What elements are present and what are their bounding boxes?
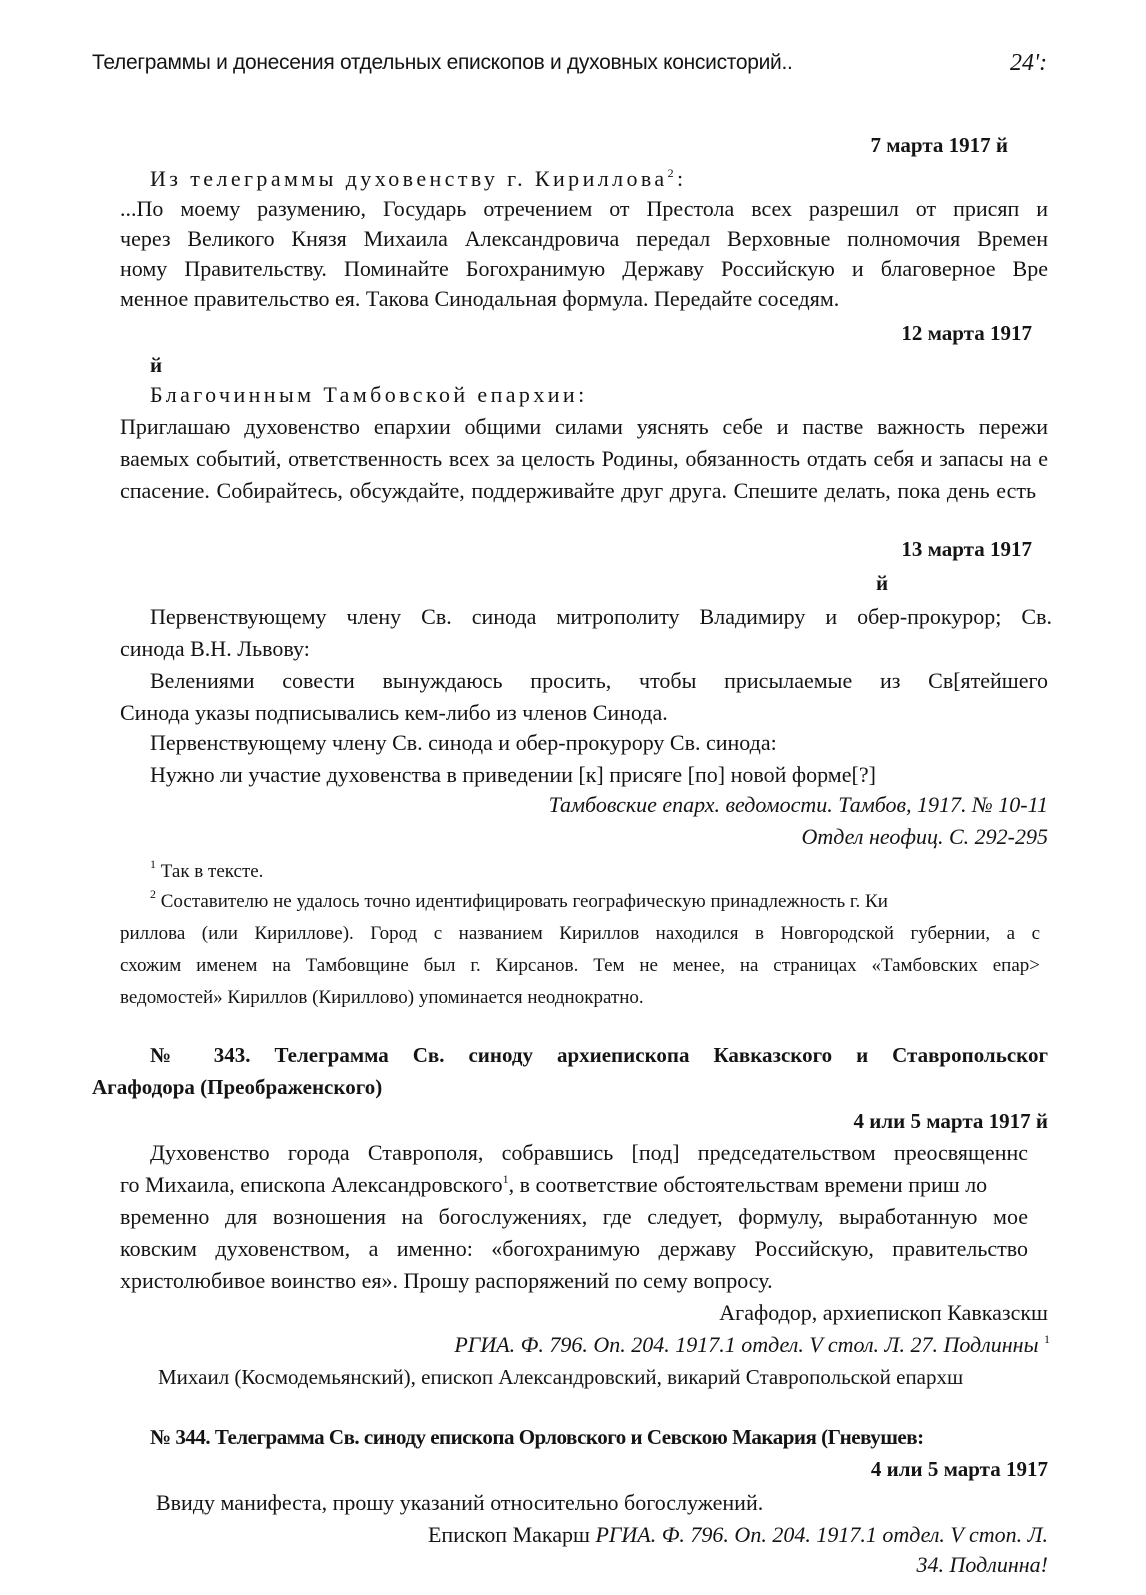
page-number: 24': [1010, 50, 1048, 76]
doc-343-date: 4 или 5 марта 1917 й [853, 1109, 1048, 1133]
date-line-2: 12 марта 1917 [901, 321, 1032, 345]
doc-344-source-cont: 34. Подлинна! [916, 1552, 1048, 1577]
date-line-3: 13 марта 1917 [901, 537, 1032, 561]
doc-343-body-line: го Михаила, епископа Александровского$^1$, в соответствие обстоятельствам времени приш ло [120, 1172, 988, 1197]
footnote-2-line: $^2$ Составителю не удалось точно идентифицировать географическую принадлежность г. Ки [150, 887, 888, 912]
doc-344-signature-source: Епископ Макарш РГИА. Ф. 796. Оп. 204. 1917.1 отдел. V стоп. Л. [427, 1522, 1048, 1547]
body-1-line: ...По моему разумению, Государь отречением от Престола всех разрешил от присяп и [120, 196, 1048, 221]
doc-344-title: № 344. Телеграмма Св. синоду епископа Орловского и Севскою Макария (Гневушев: [150, 1425, 924, 1449]
doc-343-signature: Агафодор, архиепископ Кавказскш [719, 1300, 1048, 1325]
footnote-2-line: схожим именем на Тамбовщине был г. Кирсанов. Тем не менее, на страницах «Тамбовских епар> [120, 955, 1040, 976]
running-header-title: Телеграммы и донесения отдельных епископов и духовных консисторий.. [92, 51, 793, 74]
doc-343-title-line: № 343. Телеграмма Св. синоду архиепископа Кавказского и Ставропольског [150, 1043, 1048, 1067]
body-3-line: Синода указы подписывались кем-либо из членов Синода. [120, 700, 668, 725]
body-2-line: Приглашаю духовенство епархии общими силами уяснять себе и пастве важность пережи [120, 414, 1048, 439]
address-3-line: Первенствующему члену Св. синода митрополиту Владимиру и обер-прокурор; Св. [150, 604, 1052, 629]
body-3-line: Велениями совести вынуждаюсь просить, чтобы присылаемые из Св[ятейшего [150, 668, 1048, 693]
source-citation-line: Тамбовские епарх. ведомости. Тамбов, 1917. № 10-11 [548, 792, 1048, 817]
body-1-line: менное правительство ея. Такова Синодальная формула. Передайте соседям. [120, 286, 840, 311]
footnote-2-line: ведомостей» Кириллов (Кириллово) упоминается неоднократно. [120, 987, 644, 1008]
address-3-line: синода В.Н. Львову: [120, 636, 310, 661]
address-1: Из телеграммы духовенству г. Кириллова$^2$: [150, 166, 687, 191]
doc-343-source: РГИА. Ф. 796. Оп. 204. 1917.1 отдел. V стол. Л. 27. Подлинны $^1$ [454, 1332, 1050, 1357]
body-2-line: спасение. Собирайтесь, обсуждайте, поддерживайте друг друга. Спешите делать, пока день есть [120, 478, 1036, 503]
doc-343-footnote: Михаил (Космодемьянский), епископ Александровский, викарий Ставропольской епархш [158, 1365, 964, 1389]
body-1-line: через Великого Князя Михаила Александровича передал Верховные полномочия Времен [120, 226, 1048, 251]
doc-343-body-line: ковским духовенством, а именно: «богохранимую державу Российскую, правительство [120, 1236, 1028, 1261]
body-4: Нужно ли участие духовенства в приведении [к] присяге [по] новой форме[?] [150, 762, 876, 787]
doc-344-date: 4 или 5 марта 1917 [870, 1457, 1048, 1481]
doc-343-body-line: христолюбивое воинство ея». Прошу распоряжений по сему вопросу. [120, 1268, 773, 1293]
address-4: Первенствующему члену Св. синода и обер-прокурору Св. синода: [150, 730, 777, 755]
doc-343-body-line: временно для вознoшения на богослужениях, где следует, формулу, выработанную мое [120, 1204, 1028, 1229]
date-line-3-tail: й [876, 571, 889, 595]
body-2-line: ваемых событий, ответственность всех за целость Родины, обязанность отдать себя и запасы на е [120, 446, 1048, 471]
date-line-1: 7 марта 1917 й [870, 133, 1008, 157]
footnote-1: $^1$ Так в тексте. [150, 857, 264, 882]
footnote-2-line: риллова (или Кириллове). Город с названием Кириллов находился в Новгородской губернии, а с [120, 923, 1040, 944]
doc-344-body: Ввиду манифеста, прошу указаний относительно богослужений. [156, 1490, 764, 1515]
address-2: Благочинным Тамбовской епархии: [150, 382, 588, 407]
doc-343-title-line: Агафодора (Преображенского) [92, 1075, 383, 1099]
body-1-line: ному Правительству. Поминайте Богохранимую Державу Российскую и благоверное Вре [120, 256, 1048, 281]
doc-343-body-line: Духовенство города Ставрополя, собравшись [под] председательством преосвященнс [150, 1140, 1028, 1165]
source-citation-line: Отдел неофиц. С. 292-295 [801, 824, 1048, 849]
date-line-2-tail: й [150, 353, 163, 377]
